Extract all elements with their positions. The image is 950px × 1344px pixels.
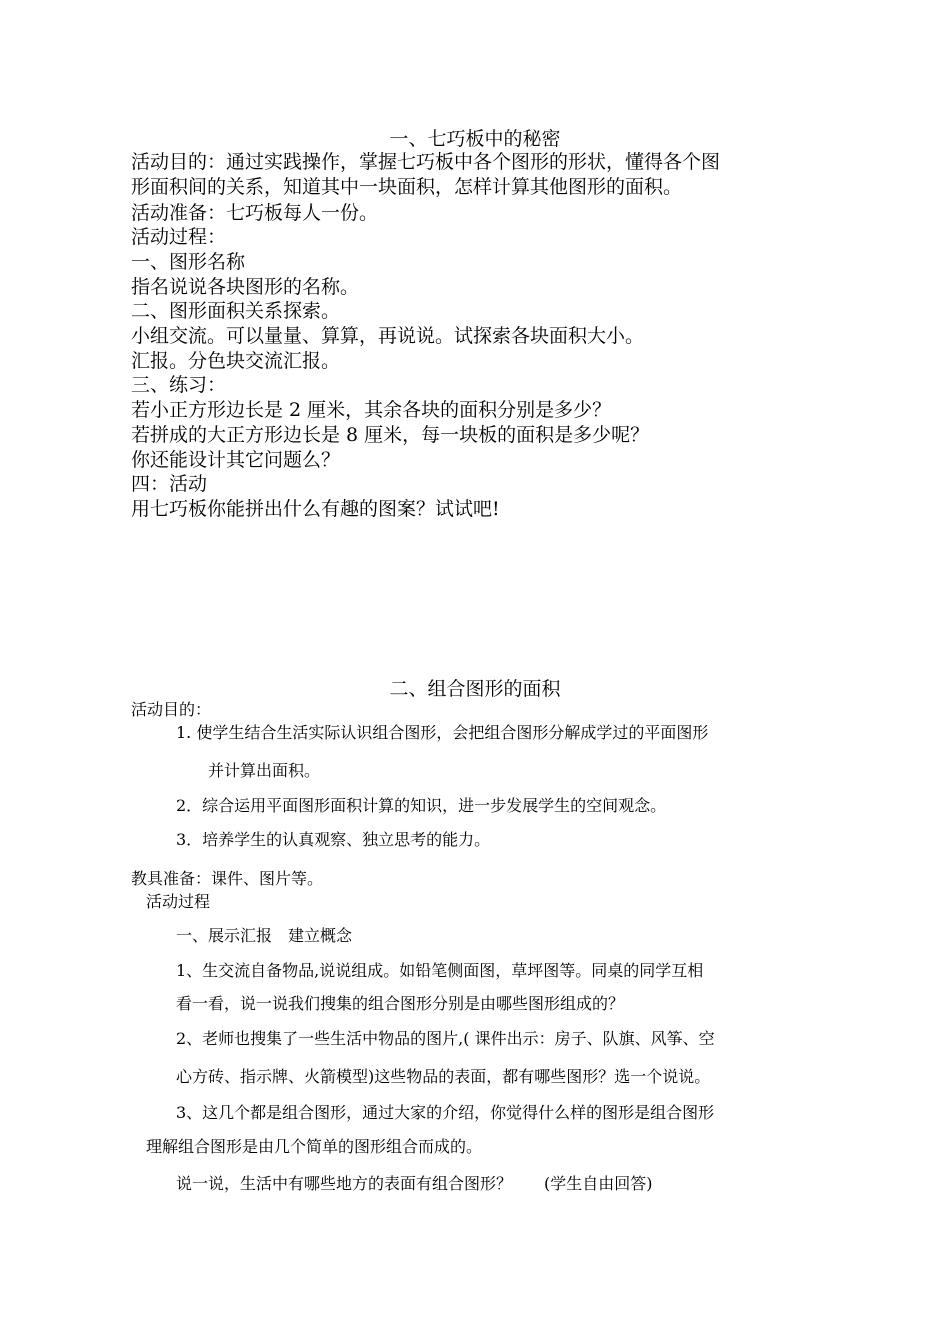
section2-line-6: 教具准备：课件、图片等。 [131, 869, 324, 888]
section1-line-3: 活动准备：七巧板每人一份。 [131, 202, 379, 224]
section2-line-15: 说一说，生活中有哪些地方的表面有组合图形？ (学生自由回答) [176, 1174, 653, 1193]
section2-line-7: 活动过程 [146, 892, 211, 911]
section1-line-7: 二、图形面积关系探索。 [131, 300, 341, 322]
section1-line-6: 指名说说各块图形的名称。 [131, 276, 360, 298]
section1-line-11: 若小正方形边长是 2 厘米，其余各块的面积分别是多少？ [131, 399, 612, 421]
section2-line-3: 并计算出面积。 [208, 761, 321, 780]
section1-line-8: 小组交流。可以量量、算算，再说说。试探索各块面积大小。 [131, 325, 645, 347]
section2-line-1: 活动目的： [131, 700, 212, 719]
section2-line-13: 3、这几个都是组合图形，通过大家的介绍，你觉得什么样的图形是组合图形 [176, 1103, 715, 1122]
section2-line-11: 2、老师也搜集了一些生活中物品的图片,( 课件出示：房子、队旗、风筝、空 [176, 1029, 715, 1048]
section1-line-1: 活动目的：通过实践操作，掌握七巧板中各个图形的形状，懂得各个图 [131, 151, 721, 173]
section2-line-2: 1. 使学生结合生活实际认识组合图形，会把组合图形分解成学过的平面图形 [176, 723, 709, 742]
section2-line-12: 心方砖、指示牌、火箭模型)这些物品的表面，都有哪些图形？选一个说说。 [176, 1067, 711, 1086]
section1-line-5: 一、图形名称 [131, 251, 246, 273]
section2-line-8: 一、展示汇报 建立概念 [176, 926, 353, 945]
section2-line-14: 理解组合图形是由几个简单的图形组合而成的。 [146, 1137, 483, 1156]
section2-line-5: 3．培养学生的认真观察、独立思考的能力。 [176, 830, 491, 849]
section1-line-10: 三、练习： [131, 374, 227, 396]
section2-line-10: 看一看，说一说我们搜集的组合图形分别是由哪些图形组成的？ [176, 994, 625, 1013]
section2-line-9: 1、生交流自备物品,说说组成。如铅笔侧面图，草坪图等。同桌的同学互相 [176, 961, 704, 980]
section1-line-4: 活动过程： [131, 226, 227, 248]
section1-line-14: 四：活动 [131, 473, 208, 495]
section2-line-4: 2．综合运用平面图形面积计算的知识，进一步发展学生的空间观念。 [176, 796, 667, 815]
section1-line-12: 若拼成的大正方形边长是 8 厘米，每一块板的面积是多少呢？ [131, 424, 650, 446]
section1-line-9: 汇报。分色块交流汇报。 [131, 350, 341, 372]
section1-line-15: 用七巧板你能拼出什么有趣的图案？试试吧! [131, 498, 500, 520]
section1-line-2: 形面积间的关系，知道其中一块面积，怎样计算其他图形的面积。 [131, 176, 683, 198]
section1-title: 一、七巧板中的秘密 [389, 128, 561, 150]
section2-title: 二、组合图形的面积 [389, 678, 561, 700]
section1-line-13: 你还能设计其它问题么？ [131, 449, 341, 471]
